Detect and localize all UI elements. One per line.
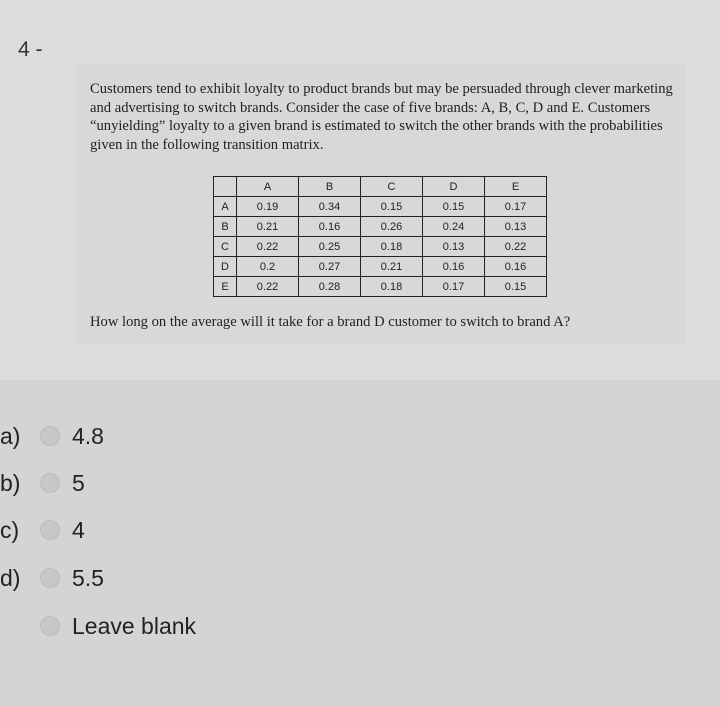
- matrix-cell: 0.16: [485, 257, 547, 277]
- matrix-cell: 0.17: [423, 277, 485, 297]
- matrix-cell: 0.22: [237, 277, 299, 297]
- option-letter: d): [0, 564, 21, 591]
- matrix-cell: 0.19: [237, 197, 299, 217]
- option-label[interactable]: 5: [72, 469, 85, 496]
- answer-option-a[interactable]: [0, 419, 104, 453]
- matrix-row: [214, 257, 547, 277]
- matrix-column-header: C: [361, 177, 423, 197]
- matrix-cell: 0.15: [485, 277, 547, 297]
- option-label[interactable]: Leave blank: [72, 612, 197, 639]
- matrix-cell: 0.22: [237, 237, 299, 257]
- matrix-row: [214, 277, 547, 297]
- answer-option-leave-blank[interactable]: [0, 609, 196, 643]
- matrix-corner-cell: [214, 177, 237, 197]
- matrix-cell: 0.13: [485, 217, 547, 237]
- option-label[interactable]: 5.5: [72, 564, 104, 591]
- radio-button[interactable]: [40, 473, 60, 493]
- matrix-row-header: B: [214, 217, 237, 237]
- matrix-cell: 0.18: [361, 277, 423, 297]
- matrix-cell: 0.24: [423, 217, 485, 237]
- question-text: Customers tend to exhibit loyalty to product brands but may be persuaded through clever marketing and advertising to switch brands. Consider the case of five brands: A, B, C, D and E. Customers “unyielding” loyalty to a given brand is estimated to switch the other brands with the probabilities given in the following transition matrix.: [90, 81, 673, 153]
- matrix-row-header: C: [214, 237, 237, 257]
- matrix-column-header: E: [485, 177, 547, 197]
- option-label[interactable]: 4.8: [72, 422, 104, 449]
- option-letter: c): [0, 516, 20, 543]
- matrix-row: [214, 217, 547, 237]
- matrix-cell: 0.17: [485, 197, 547, 217]
- matrix-cell: 0.18: [361, 237, 423, 257]
- matrix-cell: 0.21: [361, 257, 423, 277]
- matrix-row: [214, 237, 547, 257]
- question-prompt: How long on the average will it take for a brand D customer to switch to brand A?: [90, 314, 571, 330]
- matrix-cell: 0.15: [361, 197, 423, 217]
- matrix-cell: 0.16: [299, 217, 361, 237]
- radio-button[interactable]: [40, 616, 60, 636]
- matrix-cell: 0.27: [299, 257, 361, 277]
- matrix-row-header: A: [214, 197, 237, 217]
- matrix-row-header: E: [214, 277, 237, 297]
- matrix-cell: 0.2: [237, 257, 299, 277]
- matrix-row-header: D: [214, 257, 237, 277]
- matrix-cell: 0.25: [299, 237, 361, 257]
- option-letter: a): [0, 422, 21, 449]
- matrix-cell: 0.26: [361, 217, 423, 237]
- matrix-cell: 0.13: [423, 237, 485, 257]
- radio-button[interactable]: [40, 520, 60, 540]
- matrix-cell: 0.16: [423, 257, 485, 277]
- matrix-cell: 0.15: [423, 197, 485, 217]
- answer-option-b[interactable]: [0, 466, 85, 500]
- matrix-column-header: A: [237, 177, 299, 197]
- answer-option-c[interactable]: [0, 513, 85, 547]
- question-number: 4 -: [18, 38, 43, 61]
- radio-button[interactable]: [40, 426, 60, 446]
- answer-option-d[interactable]: [0, 561, 104, 595]
- matrix-cell: 0.21: [237, 217, 299, 237]
- matrix-row: [214, 197, 547, 217]
- option-letter: b): [0, 469, 21, 496]
- matrix-header-row: [214, 177, 547, 197]
- matrix-cell: 0.34: [299, 197, 361, 217]
- matrix-cell: 0.28: [299, 277, 361, 297]
- matrix-column-header: B: [299, 177, 361, 197]
- matrix-cell: 0.22: [485, 237, 547, 257]
- transition-matrix: [213, 176, 547, 297]
- matrix-column-header: D: [423, 177, 485, 197]
- option-label[interactable]: 4: [72, 516, 85, 543]
- radio-button[interactable]: [40, 568, 60, 588]
